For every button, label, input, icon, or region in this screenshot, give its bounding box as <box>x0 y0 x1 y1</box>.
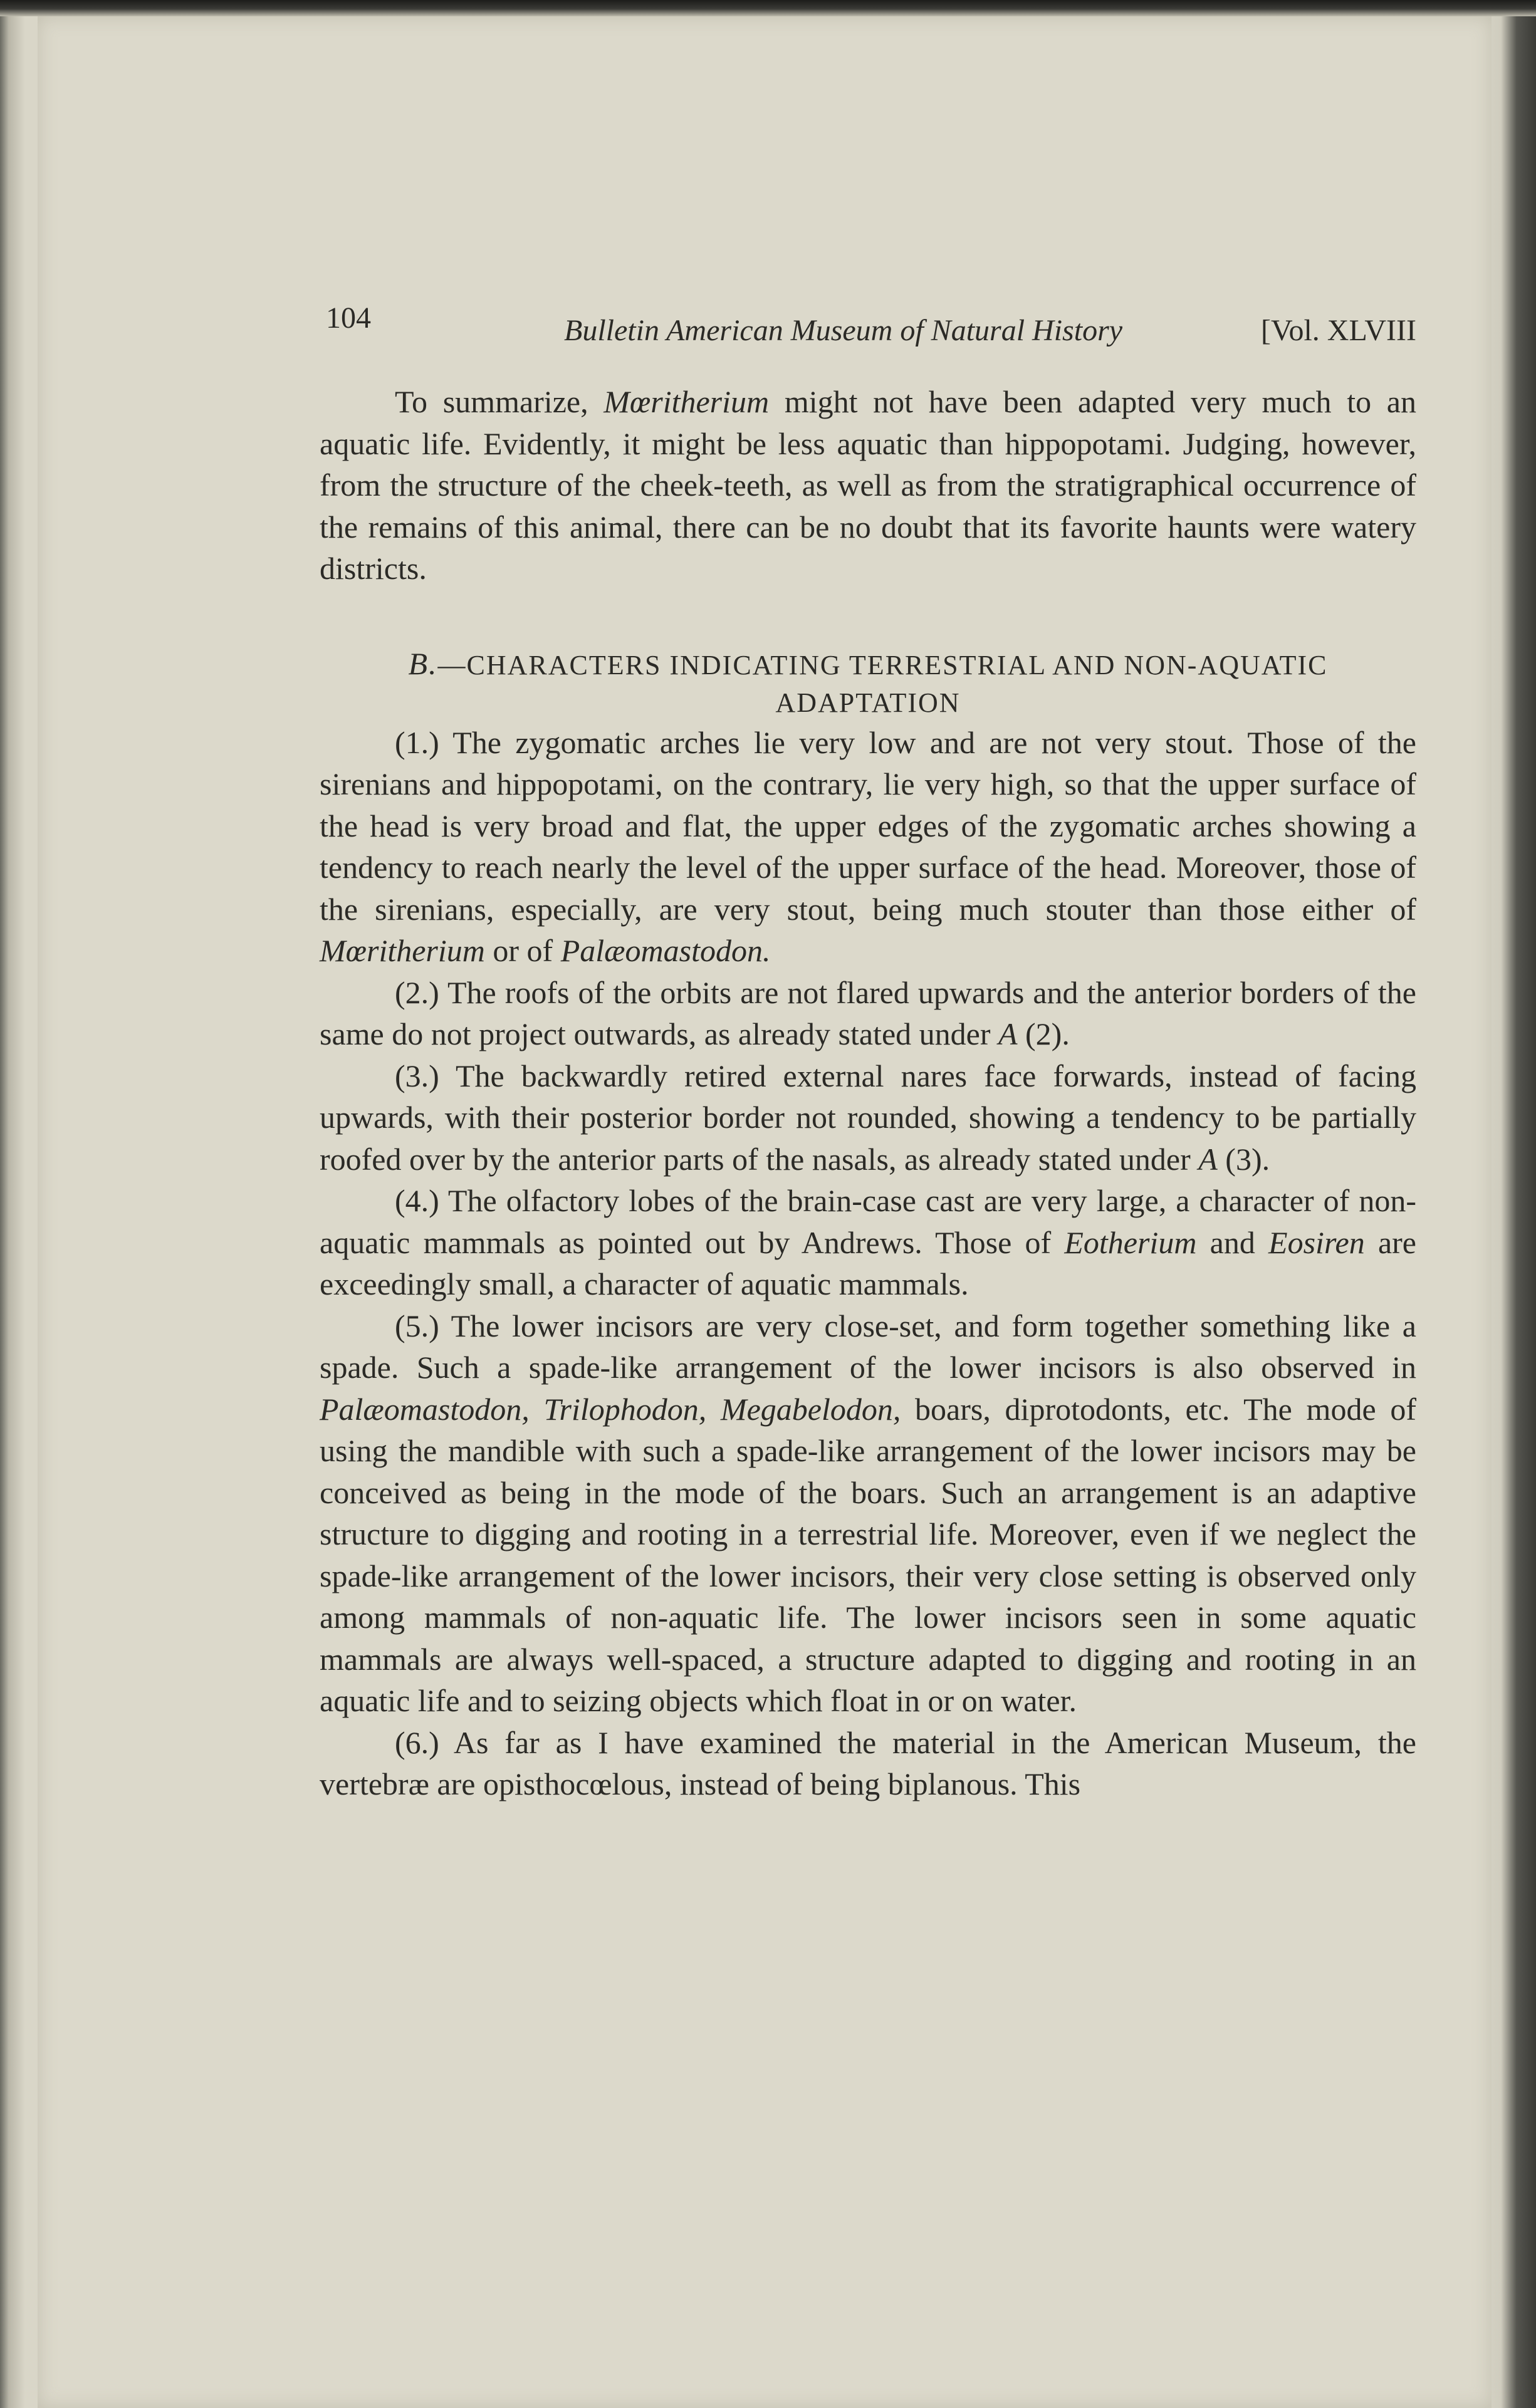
item-1-text: (1.) The zygomatic arches lie very low and are not very stout. Those of the sirenians and hippopotami, on the contrary, lie very high, so that the upper surface of the head is very broad and flat, the upper edges of the zygomatic arches showing a tendency to reach nearly the level of the upper surface of the head. Moreover, those of the sirenians, especially, are very stout, being much stouter than those either of <box>320 724 1416 927</box>
item-4-taxon-2: Eosiren <box>1268 1224 1365 1260</box>
item-2-text-2: (2). <box>1017 1016 1070 1051</box>
section-heading-line-1 <box>320 645 1416 684</box>
item-1-taxon-1: Mœritherium <box>320 933 485 968</box>
summary-paragraph <box>320 381 1416 590</box>
item-2 <box>320 972 1416 1055</box>
item-1 <box>320 722 1416 972</box>
item-4 <box>320 1180 1416 1305</box>
volume-label: [Vol. XLVIII <box>1261 314 1416 347</box>
item-5 <box>320 1305 1416 1722</box>
item-4-text-2: and <box>1196 1224 1269 1260</box>
item-3 <box>320 1055 1416 1181</box>
running-header <box>320 294 1416 345</box>
page-text <box>320 294 1416 1805</box>
item-4-text: (4.) The olfactory lobes of the brain-case cast are very large, a character of non-aquatic mammals as pointed out by Andrews. Those of <box>320 1183 1416 1260</box>
item-3-text-2: (3). <box>1217 1141 1270 1177</box>
section-heading-text-2: ADAPTATION <box>775 687 961 718</box>
item-1-text-2: or of <box>484 933 561 968</box>
item-2-ref: A <box>998 1016 1018 1051</box>
item-3-ref: A <box>1198 1141 1218 1177</box>
item-3-text: (3.) The backwardly retired external nares face forwards, instead of facing upwards, with their posterior border not rounded, showing a tendency to be partially roofed over by the anterior parts of the nasals, as already stated under <box>320 1058 1416 1177</box>
summary-text-2: might not have been adapted very much to an aquatic life. Evidently, it might be less aquatic than hippopotami. Judging, however, from the structure of the cheek-teeth, as well as from the stratigraphical occurrence of the remains of this animal, there can be no doubt that its favorite haunts were watery districts. <box>320 384 1416 586</box>
item-5-text-2: boars, diprotodonts, etc. The mode of using the mandible with such a spade-like arrangement of the lower incisors may be conceived as being in the mode of the boars. Such an arrangement is an adaptive structure to digging and rooting in a terrestrial life. Moreover, even if we neglect the spade-like arrangement of the lower incisors, their very close setting is observed only among mammals of non-aquatic life. The lower incisors seen in some aquatic mammals are always well-spaced, a structure adapted to digging and rooting in an aquatic life and to seizing objects which float in or on water. <box>320 1391 1416 1718</box>
page-number: 104 <box>326 301 371 335</box>
item-5-taxa: Palæomastodon, Trilophodon, Megabelodon, <box>320 1391 901 1427</box>
item-2-text: (2.) The roofs of the orbits are not flared upwards and the anterior borders of the same do not project outwards, as already stated under <box>320 974 1416 1051</box>
journal-title: Bulletin American Museum of Natural History <box>564 314 1123 347</box>
section-heading-text-1: —CHARACTERS INDICATING TERRESTRIAL AND NON-AQUATIC <box>437 649 1328 680</box>
summary-taxon: Mœritherium <box>603 384 770 419</box>
section-label: B. <box>408 645 438 681</box>
item-4-taxon-1: Eotherium <box>1064 1224 1197 1260</box>
item-6-text: (6.) As far as I have examined the material in the American Museum, the vertebræ are opisthocœlous, instead of being biplanous. This <box>320 1724 1416 1801</box>
item-5-text: (5.) The lower incisors are very close-set, and form together something like a spade. Such a spade-like arrangement of the lower incisors is also observed in <box>320 1308 1416 1385</box>
section-heading <box>320 645 1416 722</box>
item-6 <box>320 1722 1416 1805</box>
book-top-edge <box>0 0 1536 16</box>
summary-text-1: To summarize, <box>395 384 604 419</box>
item-4-text-3: are exceedingly small, a character of aquatic mammals. <box>320 1224 1416 1301</box>
item-1-taxon-2: Palæomastodon. <box>560 933 771 968</box>
